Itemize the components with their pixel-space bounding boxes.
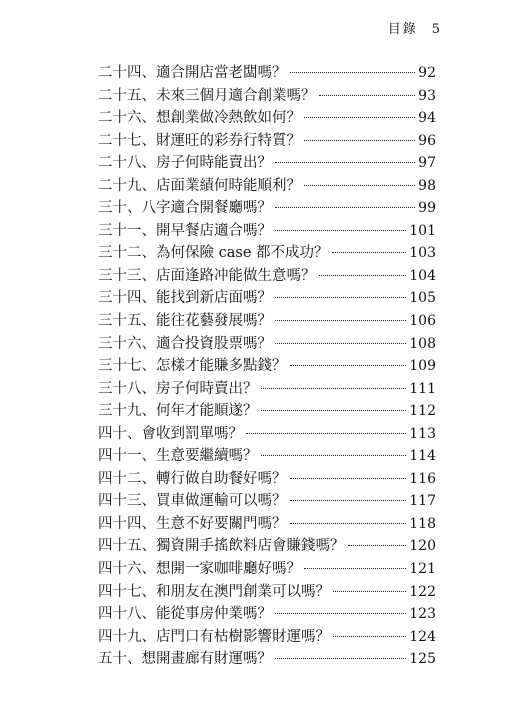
toc-entry-title: 三十六、適合投資股票嗎？ <box>98 335 272 352</box>
toc-entry-title: 四十二、轉行做自助餐好嗎？ <box>98 470 287 487</box>
toc-entry-page: 117 <box>409 493 436 510</box>
toc-entry-title: 三十四、能找到新店面嗎？ <box>98 290 272 307</box>
dot-leader <box>275 230 406 231</box>
toc-entry-title: 四十四、生意不好要關門嗎？ <box>98 515 287 532</box>
toc-entry-page: 123 <box>409 606 436 623</box>
toc-entry-page: 96 <box>418 132 436 149</box>
toc-entry-title: 四十、會收到罰單嗎？ <box>98 425 243 442</box>
toc-entry <box>98 468 436 491</box>
toc-entry-page: 92 <box>418 65 436 81</box>
toc-entry-title: 四十九、店門口有枯樹影響財運嗎？ <box>98 628 330 645</box>
toc-entry-title: 四十七、和朋友在澳門創業可以嗎？ <box>98 583 330 600</box>
dot-leader <box>290 72 416 73</box>
toc-entry-page: 104 <box>409 267 436 284</box>
toc-entry <box>98 490 436 513</box>
toc-entry-page: 105 <box>409 290 436 307</box>
toc-entry <box>98 626 436 649</box>
dot-leader <box>275 658 406 659</box>
toc-entry <box>98 175 436 198</box>
toc-entry-page: 125 <box>409 651 436 668</box>
toc-entry-page: 97 <box>418 155 436 172</box>
dot-leader <box>319 275 407 276</box>
toc-entry-page: 118 <box>409 515 436 532</box>
toc-entry-page: 116 <box>409 470 436 487</box>
toc-entry <box>98 558 436 581</box>
toc-entry-page: 109 <box>409 358 436 375</box>
toc-entry-page: 99 <box>418 200 436 217</box>
toc-entry-title: 二十九、店面業績何時能順利？ <box>98 177 301 194</box>
toc-entry-title: 五十、想開畫廊有財運嗎？ <box>98 651 272 668</box>
toc-entry <box>98 445 436 468</box>
toc-entry-title: 三十一、開早餐店適合嗎？ <box>98 222 272 239</box>
toc-entry <box>98 581 436 604</box>
toc-entry <box>98 107 436 130</box>
page-number: 5 <box>431 22 442 37</box>
dot-leader <box>290 523 407 524</box>
dot-leader <box>304 140 415 141</box>
toc-entry-page: 94 <box>418 110 436 127</box>
toc-entry <box>98 310 436 333</box>
dot-leader <box>275 207 415 208</box>
toc-entry <box>98 423 436 446</box>
toc-entry-title: 三十三、店面逢路冲能做生意嗎？ <box>98 267 316 284</box>
dot-leader <box>275 320 406 321</box>
toc-entry <box>98 648 436 671</box>
toc-entry <box>98 355 436 378</box>
toc-entry <box>98 400 436 423</box>
toc-entry-title: 四十六、想開一家咖啡廳好嗎？ <box>98 561 301 578</box>
toc-entry <box>98 513 436 536</box>
toc-entry-page: 101 <box>409 222 436 239</box>
toc-entry-title: 四十一、生意要繼續嗎？ <box>98 448 258 465</box>
toc-entry-page: 113 <box>409 425 436 442</box>
toc-entry-title: 二十七、財運旺的彩券行特質？ <box>98 132 301 149</box>
toc-entry-page: 121 <box>409 561 436 578</box>
dot-leader <box>261 410 407 411</box>
toc-entry-title: 三十七、怎樣才能賺多點錢？ <box>98 358 287 375</box>
toc-entry-page: 106 <box>409 313 436 330</box>
dot-leader <box>246 433 406 434</box>
dot-leader <box>261 388 407 389</box>
running-header <box>388 18 442 37</box>
toc-entry-page: 111 <box>409 380 436 397</box>
toc-entry-page: 122 <box>409 583 436 600</box>
toc-entry-title: 二十五、未來三個月適合創業嗎？ <box>98 87 316 104</box>
dot-leader <box>304 117 415 118</box>
toc-entry-title: 二十八、房子何時能賣出？ <box>98 155 272 172</box>
toc-entry-title: 四十五、獨資開手搖飲料店會賺錢嗎？ <box>98 538 345 555</box>
toc-entry <box>98 535 436 558</box>
toc-entry-page: 93 <box>418 87 436 104</box>
toc-entry <box>98 197 436 220</box>
toc-entry <box>98 333 436 356</box>
toc-entry-title: 三十八、房子何時賣出？ <box>98 380 258 397</box>
toc-entry-title: 三十九、何年才能順遂？ <box>98 403 258 420</box>
dot-leader <box>332 252 407 253</box>
toc-entry-title: 三十五、能往花藝發展嗎？ <box>98 313 272 330</box>
toc-entry <box>98 378 436 401</box>
toc-entry-page: 112 <box>409 403 436 420</box>
dot-leader <box>275 297 406 298</box>
dot-leader <box>290 478 407 479</box>
toc-entry-title: 三十、八字適合開餐廳嗎？ <box>98 200 272 217</box>
toc-entry <box>98 242 436 265</box>
dot-leader <box>261 455 407 456</box>
toc-entry <box>98 287 436 310</box>
dot-leader <box>348 545 407 546</box>
toc-entry-page: 103 <box>409 245 436 262</box>
toc-entry-page: 108 <box>409 335 436 352</box>
toc-entry <box>98 130 436 153</box>
toc-entry <box>98 62 436 85</box>
toc-entry-page: 120 <box>409 538 436 555</box>
dot-leader <box>304 568 406 569</box>
dot-leader <box>333 591 406 592</box>
toc-entry-page: 114 <box>409 448 436 465</box>
dot-leader <box>304 185 415 186</box>
toc-entry <box>98 220 436 243</box>
toc-entry-title: 四十八、能從事房仲業嗎？ <box>98 606 272 623</box>
toc-entry-page: 124 <box>409 628 436 645</box>
dot-leader <box>319 95 416 96</box>
toc-entry <box>98 265 436 288</box>
dot-leader <box>290 365 407 366</box>
dot-leader <box>333 636 406 637</box>
dot-leader <box>275 343 406 344</box>
toc-entry <box>98 603 436 626</box>
header-title: 目錄 <box>387 22 418 37</box>
toc-entry-title: 四十三、買車做運輸可以嗎？ <box>98 493 287 510</box>
toc-entry-title: 二十六、想創業做冷熱飲如何？ <box>98 110 301 127</box>
toc-entry-title: 二十四、適合開店當老闆嗎？ <box>98 65 287 81</box>
dot-leader <box>275 613 406 614</box>
toc-entry <box>98 85 436 108</box>
table-of-contents <box>98 62 436 671</box>
toc-entry-page: 98 <box>418 177 436 194</box>
toc-entry <box>98 152 436 175</box>
dot-leader <box>290 500 407 501</box>
toc-entry-title: 三十二、為何保險 case 都不成功？ <box>98 245 329 262</box>
dot-leader <box>275 162 415 163</box>
